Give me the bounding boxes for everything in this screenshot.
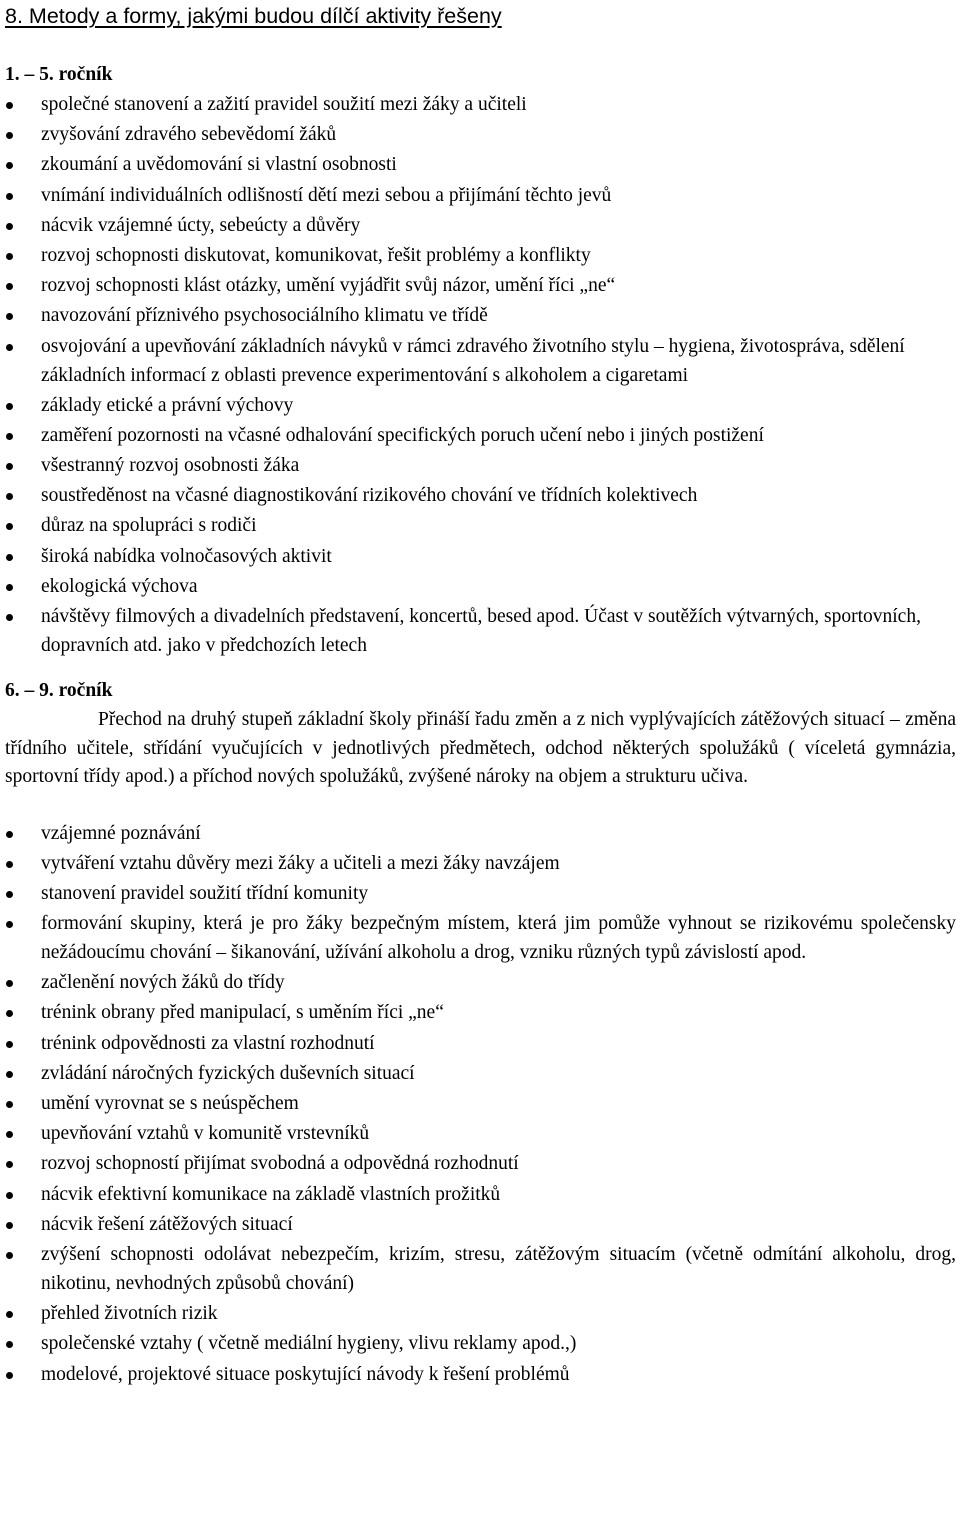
- bullet-icon: [6, 1041, 13, 1048]
- section-heading: 8. Metody a formy, jakými budou dílčí aktivity řešeny: [5, 4, 502, 28]
- bullet-icon: [6, 313, 13, 320]
- grade-1-5-list: [5, 90, 956, 660]
- bullet-icon: [6, 102, 13, 109]
- list-item: trénink odpovědnosti za vlastní rozhodnutí: [5, 1029, 956, 1058]
- grade-6-9-title: 6. – 9. ročník: [5, 680, 113, 701]
- bullet-icon: [6, 831, 13, 838]
- bullet-icon: [6, 493, 13, 500]
- grade-6-9-list: [5, 819, 956, 1389]
- list-item: vytváření vztahu důvěry mezi žáky a učiteli a mezi žáky navzájem: [5, 849, 956, 878]
- bullet-icon: [6, 162, 13, 169]
- bullet-icon: [6, 403, 13, 410]
- list-item: společenské vztahy ( včetně mediální hygieny, vlivu reklamy apod.,): [5, 1329, 956, 1358]
- bullet-icon: [6, 283, 13, 290]
- bullet-icon: [6, 980, 13, 987]
- transition-paragraph: Přechod na druhý stupeň základní školy přináší řadu změn a z nich vyplývajících zátěžových situací – změna třídního učitele, střídání vyučujících v jednotlivých předmětech, odchod některých spolužáků ( víceletá gymnázia, sportovní třídy apod.) a příchod nových spolužáků, zvýšené nároky na objem a strukturu učiva.: [5, 709, 956, 787]
- grade-1-5-title: 1. – 5. ročník: [5, 64, 113, 85]
- bullet-icon: [6, 1192, 13, 1199]
- bullet-icon: [6, 1010, 13, 1017]
- list-item: důraz na spolupráci s rodiči: [5, 511, 956, 540]
- list-item: navozování příznivého psychosociálního klimatu ve třídě: [5, 301, 956, 330]
- list-item: zvládání náročných fyzických duševních situací: [5, 1059, 956, 1088]
- list-item: všestranný rozvoj osobnosti žáka: [5, 451, 956, 480]
- list-item: přehled životních rizik: [5, 1299, 956, 1328]
- list-item: nácvik řešení zátěžových situací: [5, 1210, 956, 1239]
- bullet-icon: [6, 1222, 13, 1229]
- list-item: zaměření pozornosti na včasné odhalování specifických poruch učení nebo i jiných postižení: [5, 421, 956, 450]
- list-item: návštěvy filmových a divadelních představení, koncertů, besed apod. Účast v soutěžích výtvarných, sportovních, dopravních atd. jako v předchozích letech: [5, 602, 956, 660]
- list-item: modelové, projektové situace poskytující návody k řešení problémů: [5, 1360, 956, 1389]
- list-item: umění vyrovnat se s neúspěchem: [5, 1089, 956, 1118]
- bullet-icon: [6, 433, 13, 440]
- list-item: nácvik vzájemné úcty, sebeúcty a důvěry: [5, 211, 956, 240]
- bullet-icon: [6, 861, 13, 868]
- list-item: společné stanovení a zažití pravidel soužití mezi žáky a učiteli: [5, 90, 956, 119]
- bullet-icon: [6, 1071, 13, 1078]
- list-item: vzájemné poznávání: [5, 819, 956, 848]
- bullet-icon: [6, 921, 13, 928]
- list-item: začlenění nových žáků do třídy: [5, 968, 956, 997]
- bullet-icon: [6, 554, 13, 561]
- list-item: nácvik efektivní komunikace na základě vlastních prožitků: [5, 1180, 956, 1209]
- bullet-icon: [6, 1372, 13, 1379]
- bullet-icon: [6, 463, 13, 470]
- bullet-icon: [6, 223, 13, 230]
- document-page: [0, 2, 960, 1521]
- bullet-icon: [6, 1101, 13, 1108]
- bullet-icon: [6, 1252, 13, 1259]
- list-item: upevňování vztahů v komunitě vrstevníků: [5, 1119, 956, 1148]
- list-item: zkoumání a uvědomování si vlastní osobnosti: [5, 150, 956, 179]
- bullet-icon: [6, 132, 13, 139]
- list-item: rozvoj schopnosti diskutovat, komunikovat, řešit problémy a konflikty: [5, 241, 956, 270]
- list-item: formování skupiny, která je pro žáky bezpečným místem, která jim pomůže vyhnout se rizikovému společensky nežádoucímu chování – šikanování, užívání alkoholu a drog, vzniku různých typů závislostí apod.: [5, 909, 956, 967]
- list-item: zvyšování zdravého sebevědomí žáků: [5, 120, 956, 149]
- list-item: osvojování a upevňování základních návyků v rámci zdravého životního stylu – hygiena, životospráva, sdělení základních informací z oblasti prevence experimentování s alkoholem a cigaretami: [5, 332, 956, 390]
- bullet-icon: [6, 584, 13, 591]
- bullet-icon: [6, 344, 13, 351]
- bullet-icon: [6, 1311, 13, 1318]
- list-item: soustředěnost na včasné diagnostikování rizikového chování ve třídních kolektivech: [5, 481, 956, 510]
- bullet-icon: [6, 523, 13, 530]
- list-item: trénink obrany před manipulací, s uměním říci „ne“: [5, 998, 956, 1027]
- list-item: široká nabídka volnočasových aktivit: [5, 542, 956, 571]
- bullet-icon: [6, 1161, 13, 1168]
- bullet-icon: [6, 891, 13, 898]
- bullet-icon: [6, 193, 13, 200]
- list-item: rozvoj schopnosti klást otázky, umění vyjádřit svůj názor, umění říci „ne“: [5, 271, 956, 300]
- spacer: [5, 792, 956, 819]
- bullet-icon: [6, 1341, 13, 1348]
- list-item: vnímání individuálních odlišností dětí mezi sebou a přijímání těchto jevů: [5, 181, 956, 210]
- list-item: rozvoj schopností přijímat svobodná a odpovědná rozhodnutí: [5, 1149, 956, 1178]
- list-item: ekologická výchova: [5, 572, 956, 601]
- bullet-icon: [6, 1131, 13, 1138]
- list-item: zvýšení schopnosti odolávat nebezpečím, krizím, stresu, zátěžovým situacím (včetně odmítání alkoholu, drog, nikotinu, nevhodných způsobů chování): [5, 1240, 956, 1298]
- bullet-icon: [6, 253, 13, 260]
- list-item: základy etické a právní výchovy: [5, 391, 956, 420]
- bullet-icon: [6, 614, 13, 621]
- list-item: stanovení pravidel soužití třídní komunity: [5, 879, 956, 908]
